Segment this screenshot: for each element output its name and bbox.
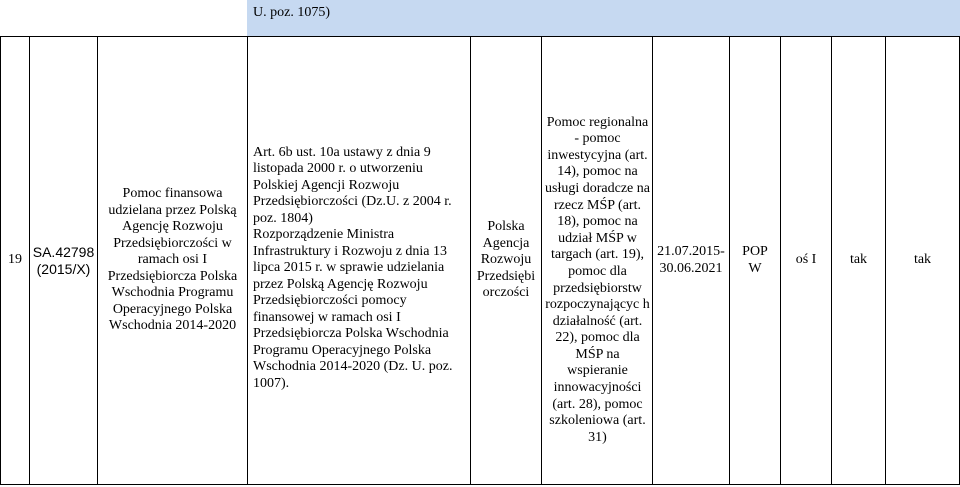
legal-basis: Art. 6b ust. 10a ustawy z dnia 9 listopada 2000 r. o utworzeniu Polskiej Agencji Rozwoju Przedsiębiorczości (Dz.U. z 2004 r. poz. 1804) Rozporządzenie Ministra Infrastruktury i Rozwoju z dnia 13 lipca 2015 r. w sprawie udzielania przez Polską Agencję Rozwoju Przedsiębiorczości pomocy finansowej w ramach osi I Przedsiębiorcza Polska Wschodnia Programu Operacyjnego Polska Wschodnia 2014-2020 (Dz. U. poz. 1007). bbox=[253, 144, 453, 391]
cell-program bbox=[730, 37, 780, 484]
validity-period: 21.07.2015- 30.06.2021 bbox=[657, 244, 725, 276]
cell-flag-2 bbox=[886, 37, 959, 484]
cell-row-number bbox=[1, 37, 29, 484]
program-code: POP W bbox=[742, 244, 768, 276]
cell-aid-type bbox=[545, 37, 650, 484]
granting-body: Polska Agencja Rozwoju Przedsiębi orczości bbox=[476, 219, 536, 301]
cell-flag-1 bbox=[832, 37, 885, 484]
case-id: SA.42798 (2015/X) bbox=[32, 244, 95, 277]
cell-case-id bbox=[30, 37, 97, 484]
cell-period bbox=[653, 37, 729, 484]
col-border-3 bbox=[247, 36, 248, 485]
row-number: 19 bbox=[8, 252, 22, 268]
col-border-5 bbox=[541, 36, 542, 485]
cell-title bbox=[100, 37, 245, 484]
cell-granting-body bbox=[471, 37, 541, 484]
header-continuation-text: U. poz. 1075) bbox=[253, 4, 330, 20]
flag-1: tak bbox=[849, 252, 868, 268]
program-axis: oś I bbox=[795, 252, 817, 268]
aid-type: Pomoc regionalna - pomoc inwestycyjna (art. 14), pomoc na usługi doradcze na rzecz MŚP (art. 18), pomoc na udział MŚP w targach (art. 19), pomoc dla przedsiębiorstw rozpoczynającyc h działalność (art. 22), pomoc dla MŚP na wspieranie innowacyjności (art. 28), pomoc szkoleniowa (art. 31) bbox=[545, 114, 650, 445]
table-bottom-border bbox=[0, 484, 960, 485]
cell-axis bbox=[781, 37, 831, 484]
col-border-2 bbox=[97, 36, 98, 485]
header-continuation bbox=[253, 0, 553, 26]
aid-title: Pomoc finansowa udzielana przez Polską Agencję Rozwoju Przedsiębiorczości w ramach osi I Przedsiębiorcza Polska Wschodnia Programu Operacyjnego Polska Wschodnia 2014-2020 bbox=[107, 186, 238, 334]
cell-legal-basis bbox=[253, 37, 465, 484]
flag-2: tak bbox=[913, 252, 932, 268]
